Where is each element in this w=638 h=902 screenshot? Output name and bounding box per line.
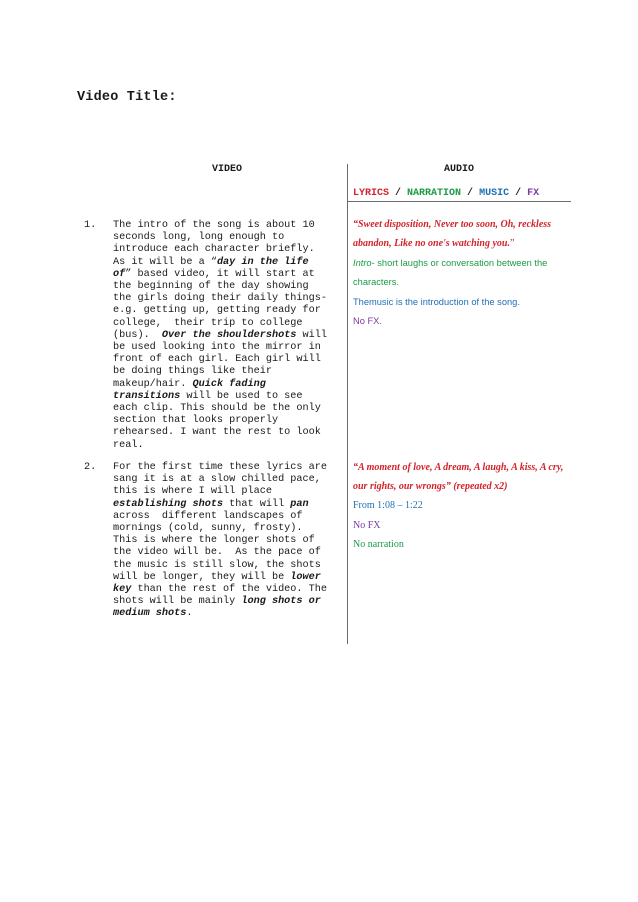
video-text: ” based video, it will start at the beginning of the day showing the girls doing their daily things- e.g. getting up, getting ready for college, their trip to college (bus). (113, 268, 327, 341)
legend-separator: / (509, 188, 528, 199)
audio-music: Themusic is the introduction of the song. (353, 297, 520, 308)
row-number: 1. (84, 220, 97, 231)
lyrics-text: “Sweet disposition, Never too soon, Oh, reckless abandon, Like no one's watching you. (353, 219, 552, 249)
legend-separator: / (389, 188, 408, 199)
video-description (113, 462, 343, 621)
video-emphasis: long shots or medium shots (113, 596, 321, 620)
column-divider (347, 164, 348, 644)
video-text: The intro of the song is about 10 seconds long, long enough to introduce each character briefly. As it will be a “ (113, 220, 315, 268)
audio-lyrics: “A moment of love, A dream, A laugh, A kiss, A cry, our rights, our wrongs” (repeated x2) (353, 462, 564, 492)
legend-lyrics: LYRICS (353, 188, 390, 199)
intro-text: - short laughs or conversation between the characters. (353, 258, 548, 288)
audio-music: From 1:08 – 1:22 (353, 500, 423, 512)
legend-music: MUSIC (479, 188, 510, 199)
video-description (113, 220, 343, 452)
audio-header-underline (347, 201, 571, 202)
legend-narration: NARRATION (407, 188, 462, 199)
video-text: For the first time these lyrics are sang it is at a slow chilled pace, this is where I will place (113, 462, 327, 498)
video-text: will be used looking into the mirror in front of each girl. Each girl will be doing things like their makeup/hair. (113, 329, 327, 390)
video-emphasis: pan (290, 498, 309, 510)
video-text: than the rest of the video. The shots will be mainly (113, 584, 327, 608)
video-text: across different landscapes of mornings (cold, sunny, frosty). This is where the longer shots of the video will be. As the pace of the music is still slow, the shots will be longer, they will be (113, 510, 321, 583)
audio-narration (353, 254, 571, 292)
row-number: 2. (84, 462, 97, 473)
audio-narration: No narration (353, 539, 404, 551)
audio-fx: No FX (353, 519, 381, 531)
video-text: that will (223, 498, 291, 510)
video-emphasis: Quick fading transitions (113, 378, 266, 402)
video-emphasis: lower key (113, 571, 321, 596)
legend-fx: FX (527, 188, 540, 199)
video-text: . (186, 608, 193, 620)
legend-separator: / (461, 188, 480, 199)
video-emphasis: day in the life of (113, 256, 309, 280)
video-text: will be used to see each clip. This should be the only section that looks properly rehearsed. I want the rest to look real. (113, 390, 321, 451)
page-title: Video Title: (77, 90, 177, 105)
audio-lyrics (353, 216, 571, 253)
lyrics-close-quote: ” (509, 237, 515, 249)
audio-cell (353, 459, 571, 555)
video-emphasis: establishing shots (113, 498, 224, 510)
video-emphasis: Over the shouldershots (161, 329, 297, 341)
audio-fx: No FX. (353, 316, 382, 327)
video-column-header: VIDEO (212, 164, 243, 175)
audio-column-header: AUDIO (444, 164, 475, 175)
audio-legend (353, 188, 539, 199)
audio-cell (353, 216, 571, 331)
intro-label: Intro (353, 258, 372, 269)
